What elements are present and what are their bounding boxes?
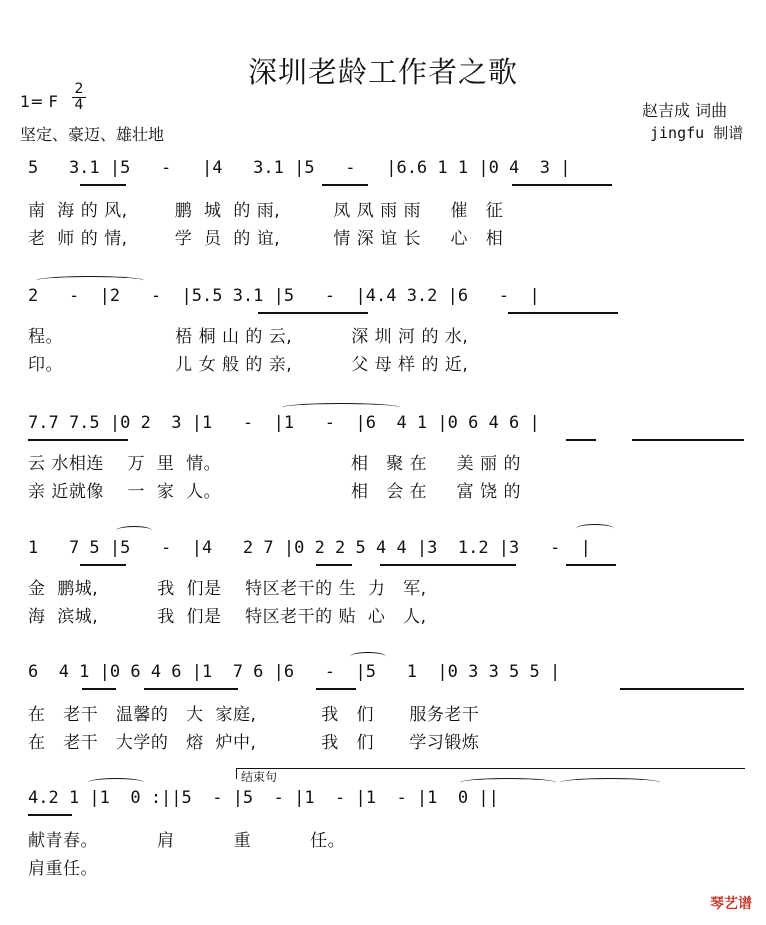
- time-signature: [72, 82, 86, 113]
- author-credit: 赵吉成 词曲: [642, 101, 728, 120]
- tie: [282, 403, 400, 412]
- lyric1-line-6: 献青春。 肩 重 任。: [28, 831, 346, 851]
- beam: [28, 439, 128, 441]
- beam: [620, 688, 744, 690]
- beam: [258, 312, 368, 314]
- tie: [350, 652, 386, 661]
- ending-label: 结束句: [241, 770, 278, 784]
- lyric1-line-4: 金 鹏城, 我 们是 特区老干的 生 力 军,: [28, 579, 427, 599]
- lyric2-line-6: 肩重任。: [28, 859, 98, 879]
- beam: [80, 184, 126, 186]
- lyric2-line-1: 老 师 的 情, 学 员 的 谊, 情 深 谊 长 心 相: [28, 229, 504, 249]
- time-sig-top: 2: [74, 81, 84, 97]
- notes-line-4: 1 7 5 |5 - |4 2 7 |0 2 2 5 4 4 |3 1.2 |3 - |: [28, 538, 591, 558]
- beam: [508, 312, 618, 314]
- key-label: 1= F: [20, 92, 58, 111]
- beam: [28, 814, 72, 816]
- beam: [512, 184, 612, 186]
- maker-credit: jingfu 制谱: [650, 124, 744, 142]
- tie: [88, 778, 144, 787]
- tempo-marking: 坚定、豪迈、雄壮地: [20, 125, 165, 144]
- beam: [144, 688, 238, 690]
- site-logo: 琴艺谱: [710, 896, 752, 912]
- tie: [560, 778, 660, 787]
- lyric2-line-5: 在 老干 大学的 熔 炉中, 我 们 学习锻炼: [28, 733, 480, 753]
- beam: [316, 564, 352, 566]
- beam: [566, 439, 596, 441]
- lyric1-line-2: 程。 梧 桐 山 的 云, 深 圳 河 的 水,: [28, 327, 469, 347]
- tie: [576, 524, 614, 533]
- lyric2-line-4: 海 滨城, 我 们是 特区老干的 贴 心 人,: [28, 607, 427, 627]
- beam: [82, 688, 116, 690]
- notes-line-6: 4.2 1 |1 0 :||5 - |5 - |1 - |1 - |1 0 ||: [28, 788, 499, 808]
- notes-line-2: 2 - |2 - |5.5 3.1 |5 - |4.4 3.2 |6 - |: [28, 286, 540, 306]
- beam: [566, 564, 616, 566]
- beam: [316, 688, 356, 690]
- lyric2-line-2: 印。 儿 女 般 的 亲, 父 母 样 的 近,: [28, 355, 469, 375]
- lyric1-line-5: 在 老干 温馨的 大 家庭, 我 们 服务老干: [28, 705, 480, 725]
- beam: [632, 439, 744, 441]
- notes-line-1: 5 3.1 |5 - |4 3.1 |5 - |6.6 1 1 |0 4 3 |: [28, 158, 571, 178]
- lyric1-line-1: 南 海 的 风, 鹏 城 的 雨, 凤 凤 雨 雨 催 征: [28, 201, 504, 221]
- lyric1-line-3: 云 水相连 万 里 情。 相 聚 在 美 丽 的: [28, 454, 521, 474]
- notes-line-5: 6 4 1 |0 6 4 6 |1 7 6 |6 - |5 1 |0 3 3 5 5 |: [28, 662, 561, 682]
- time-sig-bottom: 4: [72, 97, 86, 113]
- lyric2-line-3: 亲 近就像 一 家 人。 相 会 在 富 饶 的: [28, 482, 521, 502]
- tie: [116, 526, 152, 535]
- song-title: 深圳老龄工作者之歌: [247, 55, 518, 89]
- beam: [322, 184, 368, 186]
- key-signature: [20, 92, 58, 111]
- beam: [380, 564, 516, 566]
- tie: [460, 778, 556, 787]
- tie: [36, 276, 144, 285]
- notes-line-3: 7.7 7.5 |0 2 3 |1 - |1 - |6 4 1 |0 6 4 6 |: [28, 413, 540, 433]
- beam: [80, 564, 126, 566]
